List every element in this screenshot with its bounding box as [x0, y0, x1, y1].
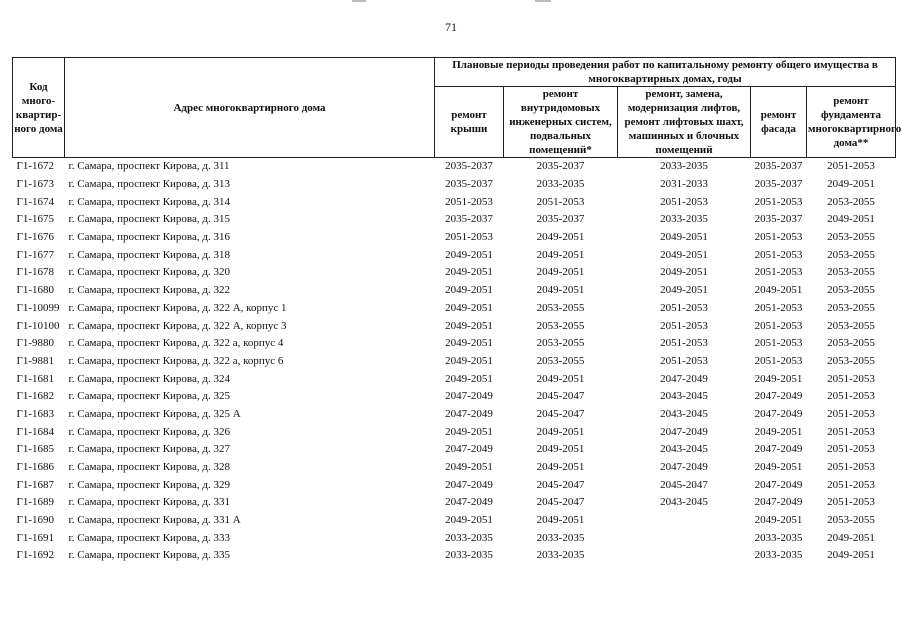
cell-roof: 2049-2051 — [445, 319, 493, 332]
cell-systems: 2049-2051 — [536, 425, 585, 438]
cell-code: Г1-1673 — [16, 178, 55, 191]
header-lifts: ремонт, замена, модернизация лифтов, ремонт лифтовых шахт, машинных и блочных помещений — [618, 87, 751, 158]
cell-code: Г1-9881 — [16, 354, 55, 367]
header-code: Код много-квартир-ного дома — [13, 58, 65, 158]
table-row — [13, 388, 896, 406]
cell-facade: 2051-2053 — [754, 248, 803, 261]
cell-foundation: 2053-2055 — [827, 231, 875, 244]
cell-facade: 2047-2049 — [754, 496, 803, 509]
cell-address: г. Самара, проспект Кирова, д. 322 А, корпус 3 — [68, 319, 287, 332]
cell-lifts: 2049-2051 — [660, 284, 708, 297]
cell-roof: 2047-2049 — [445, 443, 493, 456]
cell-facade: 2035-2037 — [754, 213, 803, 226]
cell-address: г. Самара, проспект Кирова, д. 331 А — [68, 514, 241, 527]
cell-foundation: 2051-2053 — [827, 496, 875, 509]
cell-code: Г1-1689 — [16, 496, 55, 509]
cell-roof: 2035-2037 — [445, 178, 493, 191]
cell-lifts: 2049-2051 — [660, 266, 708, 279]
cell-systems: 2053-2055 — [536, 301, 585, 314]
cell-foundation: 2049-2051 — [827, 213, 875, 226]
cell-facade: 2051-2053 — [754, 354, 803, 367]
cell-code: Г1-1685 — [16, 443, 55, 456]
cell-facade: 2033-2035 — [754, 531, 803, 544]
cell-systems: 2053-2055 — [536, 354, 585, 367]
cell-code: Г1-1684 — [16, 425, 55, 438]
table-row — [13, 335, 896, 353]
cell-systems: 2049-2051 — [536, 514, 585, 527]
cell-systems: 2049-2051 — [536, 248, 585, 261]
cell-lifts: 2043-2045 — [660, 443, 708, 456]
scan-artifact — [535, 0, 551, 2]
cell-lifts: 2047-2049 — [660, 425, 708, 438]
table-row — [13, 176, 896, 194]
cell-facade: 2035-2037 — [751, 158, 807, 176]
scan-artifact — [352, 0, 366, 2]
cell-address: г. Самара, проспект Кирова, д. 313 — [68, 178, 230, 191]
cell-address: г. Самара, проспект Кирова, д. 322 — [68, 284, 230, 297]
cell-code: Г1-1675 — [16, 213, 55, 226]
cell-roof: 2049-2051 — [445, 372, 493, 385]
cell-lifts: 2043-2045 — [660, 496, 708, 509]
page-number: 71 — [445, 20, 457, 34]
table-row — [13, 370, 896, 388]
cell-lifts — [618, 547, 751, 565]
cell-address: г. Самара, проспект Кирова, д. 325 А — [68, 407, 241, 420]
cell-code: Г1-1676 — [16, 231, 55, 244]
cell-roof: 2033-2035 — [445, 549, 493, 562]
table-row — [13, 459, 896, 477]
cell-facade: 2047-2049 — [754, 443, 803, 456]
cell-lifts: 2045-2047 — [660, 478, 708, 491]
cell-foundation: 2051-2053 — [827, 425, 875, 438]
cell-address: г. Самара, проспект Кирова, д. 322 а, корпус 4 — [68, 337, 284, 350]
cell-foundation: 2053-2055 — [827, 319, 875, 332]
cell-address: г. Самара, проспект Кирова, д. 335 — [68, 549, 230, 562]
cell-roof: 2035-2037 — [435, 158, 504, 176]
cell-foundation: 2049-2051 — [827, 549, 875, 562]
cell-lifts: 2051-2053 — [660, 301, 708, 314]
cell-address: г. Самара, проспект Кирова, д. 326 — [68, 425, 230, 438]
cell-lifts: 2051-2053 — [660, 337, 708, 350]
cell-facade: 2047-2049 — [754, 390, 803, 403]
cell-foundation: 2053-2055 — [827, 266, 875, 279]
cell-code: Г1-1677 — [16, 248, 55, 261]
cell-address: г. Самара, проспект Кирова, д. 331 — [68, 496, 230, 509]
table-row — [13, 512, 896, 530]
cell-address: г. Самара, проспект Кирова, д. 328 — [68, 461, 230, 474]
table-row — [13, 547, 896, 565]
cell-roof: 2047-2049 — [445, 407, 493, 420]
cell-lifts: 2051-2053 — [660, 319, 708, 332]
cell-foundation: 2049-2051 — [827, 531, 875, 544]
cell-systems: 2049-2051 — [536, 284, 585, 297]
table-body — [13, 158, 896, 565]
cell-address: г. Самара, проспект Кирова, д. 333 — [68, 531, 230, 544]
cell-systems: 2035-2037 — [504, 158, 618, 176]
cell-roof: 2035-2037 — [445, 213, 493, 226]
cell-systems: 2045-2047 — [536, 407, 585, 420]
cell-roof: 2047-2049 — [445, 390, 493, 403]
cell-roof: 2047-2049 — [445, 496, 493, 509]
cell-roof: 2049-2051 — [445, 301, 493, 314]
header-roof: ремонт крыши — [435, 87, 504, 158]
cell-facade: 2035-2037 — [754, 178, 803, 191]
cell-facade: 2049-2051 — [754, 372, 803, 385]
cell-facade: 2051-2053 — [754, 301, 803, 314]
cell-roof: 2049-2051 — [445, 266, 493, 279]
cell-address: г. Самара, проспект Кирова, д. 320 — [68, 266, 230, 279]
table-row — [13, 246, 896, 264]
cell-facade: 2051-2053 — [754, 231, 803, 244]
cell-code: Г1-1678 — [16, 266, 55, 279]
table-row — [13, 476, 896, 494]
cell-address: г. Самара, проспект Кирова, д. 311 — [65, 158, 435, 176]
header-systems: ремонт внутридомовых инженерных систем, подвальных помещений* — [504, 87, 618, 158]
cell-foundation: 2051-2053 — [807, 158, 896, 176]
capital-repair-schedule-table — [12, 57, 902, 565]
cell-lifts — [618, 529, 751, 547]
table-row — [13, 193, 896, 211]
cell-systems: 2045-2047 — [536, 496, 585, 509]
cell-code: Г1-1691 — [16, 531, 55, 544]
cell-roof: 2049-2051 — [445, 354, 493, 367]
cell-lifts — [618, 512, 751, 530]
table-row — [13, 158, 896, 176]
table-header — [13, 58, 902, 158]
cell-lifts: 2033-2035 — [618, 158, 751, 176]
cell-foundation: 2053-2055 — [827, 354, 875, 367]
cell-systems: 2045-2047 — [536, 390, 585, 403]
cell-lifts: 2049-2051 — [660, 231, 708, 244]
cell-roof: 2051-2053 — [445, 195, 493, 208]
table-row — [13, 211, 896, 229]
cell-facade: 2047-2049 — [754, 407, 803, 420]
cell-systems: 2049-2051 — [536, 443, 585, 456]
cell-lifts: 2047-2049 — [660, 461, 708, 474]
cell-roof: 2049-2051 — [445, 284, 493, 297]
cell-facade: 2049-2051 — [754, 461, 803, 474]
cell-roof: 2033-2035 — [445, 531, 493, 544]
cell-roof: 2049-2051 — [445, 425, 493, 438]
table-row — [13, 423, 896, 441]
cell-systems: 2033-2035 — [536, 549, 585, 562]
cell-lifts: 2051-2053 — [660, 354, 708, 367]
cell-foundation: 2051-2053 — [827, 390, 875, 403]
cell-code: Г1-1686 — [16, 461, 55, 474]
cell-facade: 2033-2035 — [754, 549, 803, 562]
cell-lifts: 2043-2045 — [660, 390, 708, 403]
cell-code: Г1-10099 — [16, 301, 60, 314]
cell-lifts: 2051-2053 — [660, 195, 708, 208]
cell-foundation: 2053-2055 — [827, 337, 875, 350]
cell-roof: 2047-2049 — [445, 478, 493, 491]
cell-foundation: 2051-2053 — [827, 443, 875, 456]
cell-lifts: 2047-2049 — [660, 372, 708, 385]
cell-foundation: 2049-2051 — [827, 178, 875, 191]
header-facade: ремонт фасада — [751, 87, 807, 158]
cell-facade: 2049-2051 — [754, 284, 803, 297]
cell-lifts: 2043-2045 — [660, 407, 708, 420]
cell-code: Г1-1690 — [16, 514, 55, 527]
cell-lifts: 2031-2033 — [660, 178, 708, 191]
cell-facade: 2051-2053 — [754, 319, 803, 332]
cell-systems: 2053-2055 — [536, 337, 585, 350]
table-row — [13, 494, 896, 512]
cell-address: г. Самара, проспект Кирова, д. 329 — [68, 478, 230, 491]
cell-foundation: 2053-2055 — [827, 284, 875, 297]
cell-facade: 2051-2053 — [754, 337, 803, 350]
cell-foundation: 2051-2053 — [827, 461, 875, 474]
cell-facade: 2049-2051 — [754, 514, 803, 527]
cell-code: Г1-10100 — [16, 319, 60, 332]
cell-address: г. Самара, проспект Кирова, д. 316 — [68, 231, 230, 244]
table-row — [13, 264, 896, 282]
cell-facade: 2051-2053 — [754, 195, 803, 208]
cell-code: Г1-1682 — [16, 390, 55, 403]
cell-roof: 2049-2051 — [445, 514, 493, 527]
header-address: Адрес многоквартирного дома — [65, 58, 435, 158]
cell-address: г. Самара, проспект Кирова, д. 324 — [68, 372, 230, 385]
cell-roof: 2049-2051 — [445, 461, 493, 474]
cell-systems: 2049-2051 — [536, 266, 585, 279]
cell-address: г. Самара, проспект Кирова, д. 325 — [68, 390, 230, 403]
cell-foundation: 2051-2053 — [827, 372, 875, 385]
cell-lifts: 2049-2051 — [660, 248, 708, 261]
cell-systems: 2045-2047 — [536, 478, 585, 491]
header-foundation: ремонт фундамента многоквартирного дома** — [807, 87, 896, 158]
cell-roof: 2049-2051 — [445, 337, 493, 350]
cell-code: Г1-9880 — [16, 337, 55, 350]
cell-code: Г1-1680 — [16, 284, 55, 297]
cell-systems: 2035-2037 — [536, 213, 585, 226]
cell-facade: 2047-2049 — [754, 478, 803, 491]
cell-address: г. Самара, проспект Кирова, д. 318 — [68, 248, 230, 261]
table-row — [13, 353, 896, 371]
table-row — [13, 317, 896, 335]
cell-systems: 2049-2051 — [536, 231, 585, 244]
table-row — [13, 300, 896, 318]
cell-foundation: 2053-2055 — [827, 248, 875, 261]
cell-systems: 2033-2035 — [536, 531, 585, 544]
cell-systems: 2049-2051 — [536, 461, 585, 474]
cell-systems: 2033-2035 — [536, 178, 585, 191]
cell-address: г. Самара, проспект Кирова, д. 315 — [68, 213, 230, 226]
cell-address: г. Самара, проспект Кирова, д. 327 — [68, 443, 230, 456]
cell-roof: 2049-2051 — [445, 248, 493, 261]
header-planned-periods: Плановые периоды проведения работ по капитальному ремонту общего имущества в многоквартирных домах, годы — [435, 58, 896, 87]
cell-foundation: 2053-2055 — [827, 514, 875, 527]
cell-foundation: 2053-2055 — [827, 195, 875, 208]
cell-systems: 2053-2055 — [536, 319, 585, 332]
cell-foundation: 2051-2053 — [827, 407, 875, 420]
cell-code: Г1-1681 — [16, 372, 55, 385]
cell-code: Г1-1672 — [13, 158, 65, 176]
cell-foundation: 2051-2053 — [827, 478, 875, 491]
cell-address: г. Самара, проспект Кирова, д. 314 — [68, 195, 230, 208]
table-row — [13, 229, 896, 247]
cell-code: Г1-1674 — [16, 195, 55, 208]
cell-systems: 2051-2053 — [536, 195, 585, 208]
cell-address: г. Самара, проспект Кирова, д. 322 А, корпус 1 — [68, 301, 287, 314]
cell-facade: 2049-2051 — [754, 425, 803, 438]
cell-address: г. Самара, проспект Кирова, д. 322 а, корпус 6 — [68, 354, 284, 367]
table-row — [13, 282, 896, 300]
cell-systems: 2049-2051 — [536, 372, 585, 385]
cell-code: Г1-1692 — [16, 549, 55, 562]
cell-lifts: 2033-2035 — [660, 213, 708, 226]
table-row — [13, 529, 896, 547]
cell-code: Г1-1687 — [16, 478, 55, 491]
cell-roof: 2051-2053 — [445, 231, 493, 244]
cell-facade: 2051-2053 — [754, 266, 803, 279]
cell-foundation: 2053-2055 — [827, 301, 875, 314]
table-row — [13, 441, 896, 459]
cell-code: Г1-1683 — [16, 407, 55, 420]
table-row — [13, 406, 896, 424]
